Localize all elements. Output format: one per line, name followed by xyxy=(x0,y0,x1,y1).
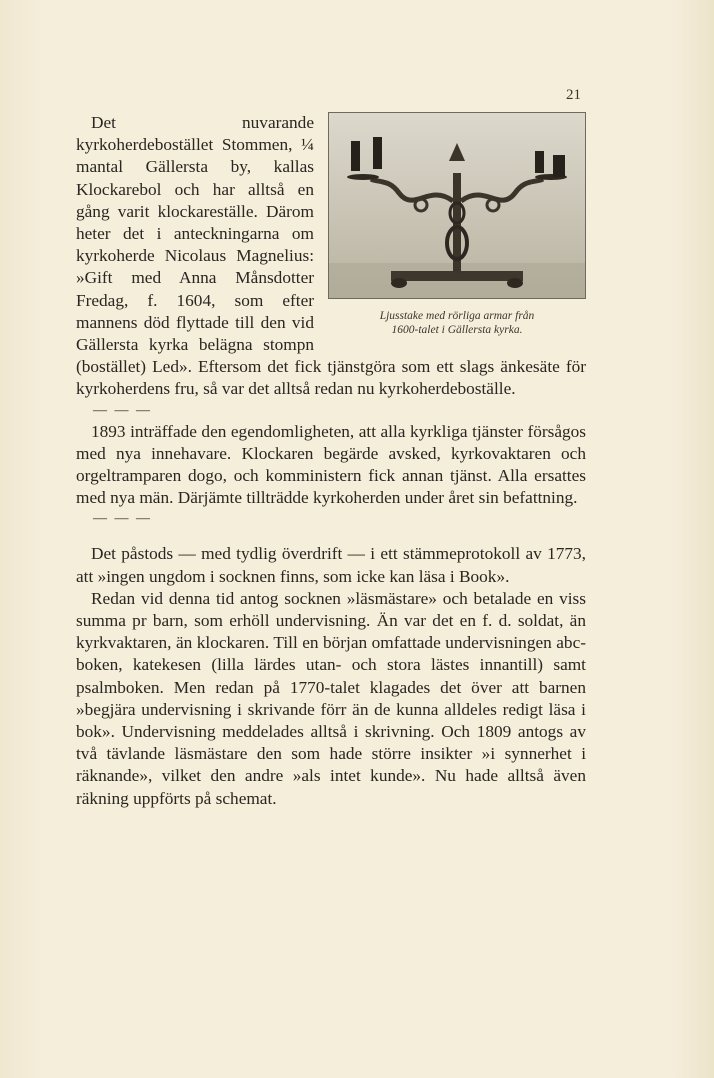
paragraph-2: 1893 inträffade den egendomligheten, att alla kyrkliga tjänster försågos med nya innehavare. Klockaren begärde avsked, kyrkovaktaren och orgeltramparen dogo, och komministern fick annan tjänst. Alla ersattes med nya män. Därjämte tillträdde kyrkoherden under året sin befattning. xyxy=(76,421,586,508)
paragraph-4: Redan vid denna tid antog socknen »läsmästare» och betalade en viss summa pr barn, som erhöll undervisning. Än var det en f. d. soldat, än kyrkvaktaren, än klockaren. Till en början omfattade undervisningen abc-boken, katekesen (lilla lärdes utan- och stora lästes innantill) samt psalmboken. Men redan på 1770-talet klagades det över att barnen »begjära undervisning i skrivande förr än de kunna alldeles redigt läsa i bok». Undervisning meddelades alltså i skrivning. Och 1809 antogs av två tävlande läsmästare den som hade större insikter »i synnerhet i räknande», vilket den andre »als intet kunde». Nu hade alltså även räkning uppförts på schemat. xyxy=(76,588,586,808)
section-separator-1: — — — xyxy=(93,402,152,418)
paragraph-3: Det påstods — med tydlig överdrift — i ett stämmeprotokoll av 1773, att »ingen ungdom i socknen finns, som icke kan läsa i Book». xyxy=(76,544,586,586)
candlestick-photo xyxy=(328,112,586,299)
body-text xyxy=(76,112,586,810)
section-separator-2: — — — xyxy=(93,511,152,527)
page-number: 21 xyxy=(566,87,581,103)
caption-line-2: 1600-talet i Gällersta kyrka. xyxy=(391,324,523,336)
figure-caption xyxy=(328,309,586,337)
figure xyxy=(328,112,586,337)
caption-line-1: Ljusstake med rörliga armar från xyxy=(379,310,535,322)
paragraph-1: Det nuvarande kyrkoherdebostället Stommen, ¼ mantal Gällersta by, kallas Klockarebol och har alltså en gång varit klockareställe. Därom heter det i anteckningarna om kyrkoherde Nicolaus Magnelius: »Gift med Anna Månsdotter Fredag, f. 1604, som efter mannens död flyttade till den vid Gällersta kyrka belägna stompn (bostället) Led». Eftersom det fick tjänstgöra som ett slags änkesäte för kyrkoherdens fru, så var det alltså redan nu kyrkoherdeboställe. xyxy=(76,113,586,399)
